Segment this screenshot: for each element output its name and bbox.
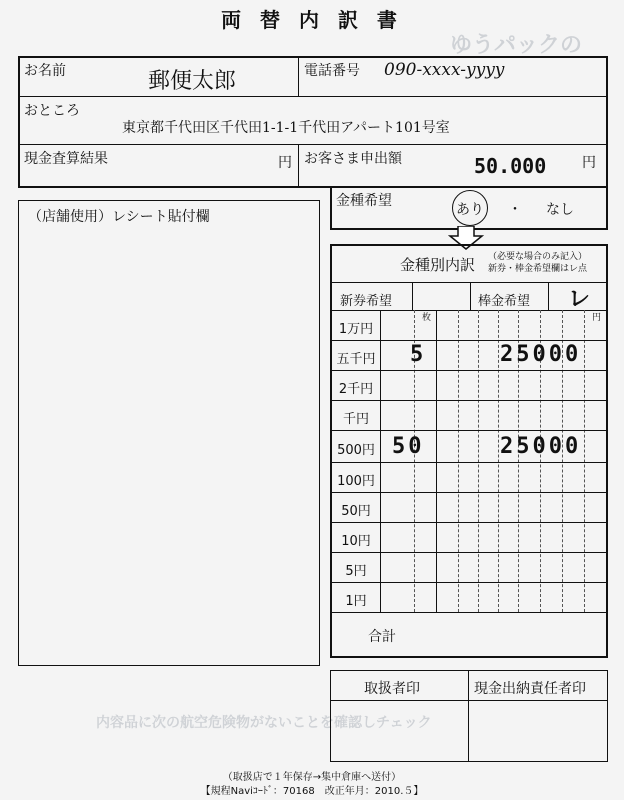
denomination-label: 10円 [341, 534, 371, 549]
footer-code: 【規程Naviｺｰﾄﾞ：70168 改正年月：2010.５】 [200, 786, 424, 797]
breakdown-note-2: 新券・棒金希望欄はレ点 [488, 264, 588, 274]
handler-seal-label: 取扱者印 [364, 681, 420, 697]
name-value: 郵便太郎 [148, 69, 237, 94]
breakdown-title: 金種別内訳 [400, 256, 476, 274]
address-value: 東京都千代田区千代田1-1-1千代田アパート101号室 [122, 120, 450, 136]
denomination-label: 500円 [337, 443, 375, 458]
form-title: 両 替 内 訳 書 [221, 8, 403, 32]
denomination-label: 5円 [345, 564, 367, 579]
customer-amount-yen: 円 [582, 155, 596, 171]
denomination-label: 1万円 [338, 322, 374, 337]
denomination-label: 100円 [337, 474, 375, 489]
denomination-label: 五千円 [336, 352, 376, 367]
amount-value-500: 25000 [500, 434, 582, 459]
cash-check-label: 現金査算結果 [24, 151, 108, 167]
option-no: なし [546, 202, 574, 218]
receipt-area [18, 200, 320, 666]
denomination-label: 1円 [345, 594, 367, 609]
phone-value: 090-xxxx-yyyy [384, 60, 505, 80]
cash-check-yen: 円 [278, 155, 292, 171]
option-dot: ・ [508, 202, 522, 218]
name-label: お名前 [24, 63, 66, 79]
footer-note: （取扱店で１年保存→集中倉庫へ送付） [222, 772, 402, 783]
amount-value-5000: 25000 [500, 342, 582, 367]
denomination-label: 50円 [341, 504, 371, 519]
coin-roll-check: レ [568, 287, 591, 312]
customer-amount-value: 50.000 [474, 154, 547, 178]
cash-officer-seal-label: 現金出納責任者印 [474, 681, 586, 697]
amount-unit: 円 [592, 313, 602, 323]
phone-label: 電話番号 [304, 63, 360, 79]
breakdown-note-1: （必要な場合のみ記入） [488, 252, 588, 262]
denomination-label: 千円 [342, 412, 369, 427]
count-value-5000: 5 [410, 342, 424, 367]
address-label: おところ [24, 103, 80, 119]
show-through-text: ゆうパックの [450, 33, 583, 58]
denomination-wish-label: 金種希望 [336, 193, 392, 209]
total-label: 合計 [368, 629, 396, 645]
new-bills-label: 新券希望 [340, 294, 393, 309]
store-use-label: （店舗使用）レシート貼付欄 [28, 209, 210, 225]
customer-amount-label: お客さま申出額 [304, 151, 402, 167]
coin-roll-label: 棒金希望 [478, 294, 531, 309]
count-value-500: 50 [392, 434, 425, 459]
count-unit: 枚 [422, 313, 432, 323]
show-through-text: 内容品に次の航空危険物がないことを確認しチェック [96, 715, 432, 731]
denomination-label: 2千円 [338, 382, 374, 397]
option-yes: あり [456, 202, 484, 218]
